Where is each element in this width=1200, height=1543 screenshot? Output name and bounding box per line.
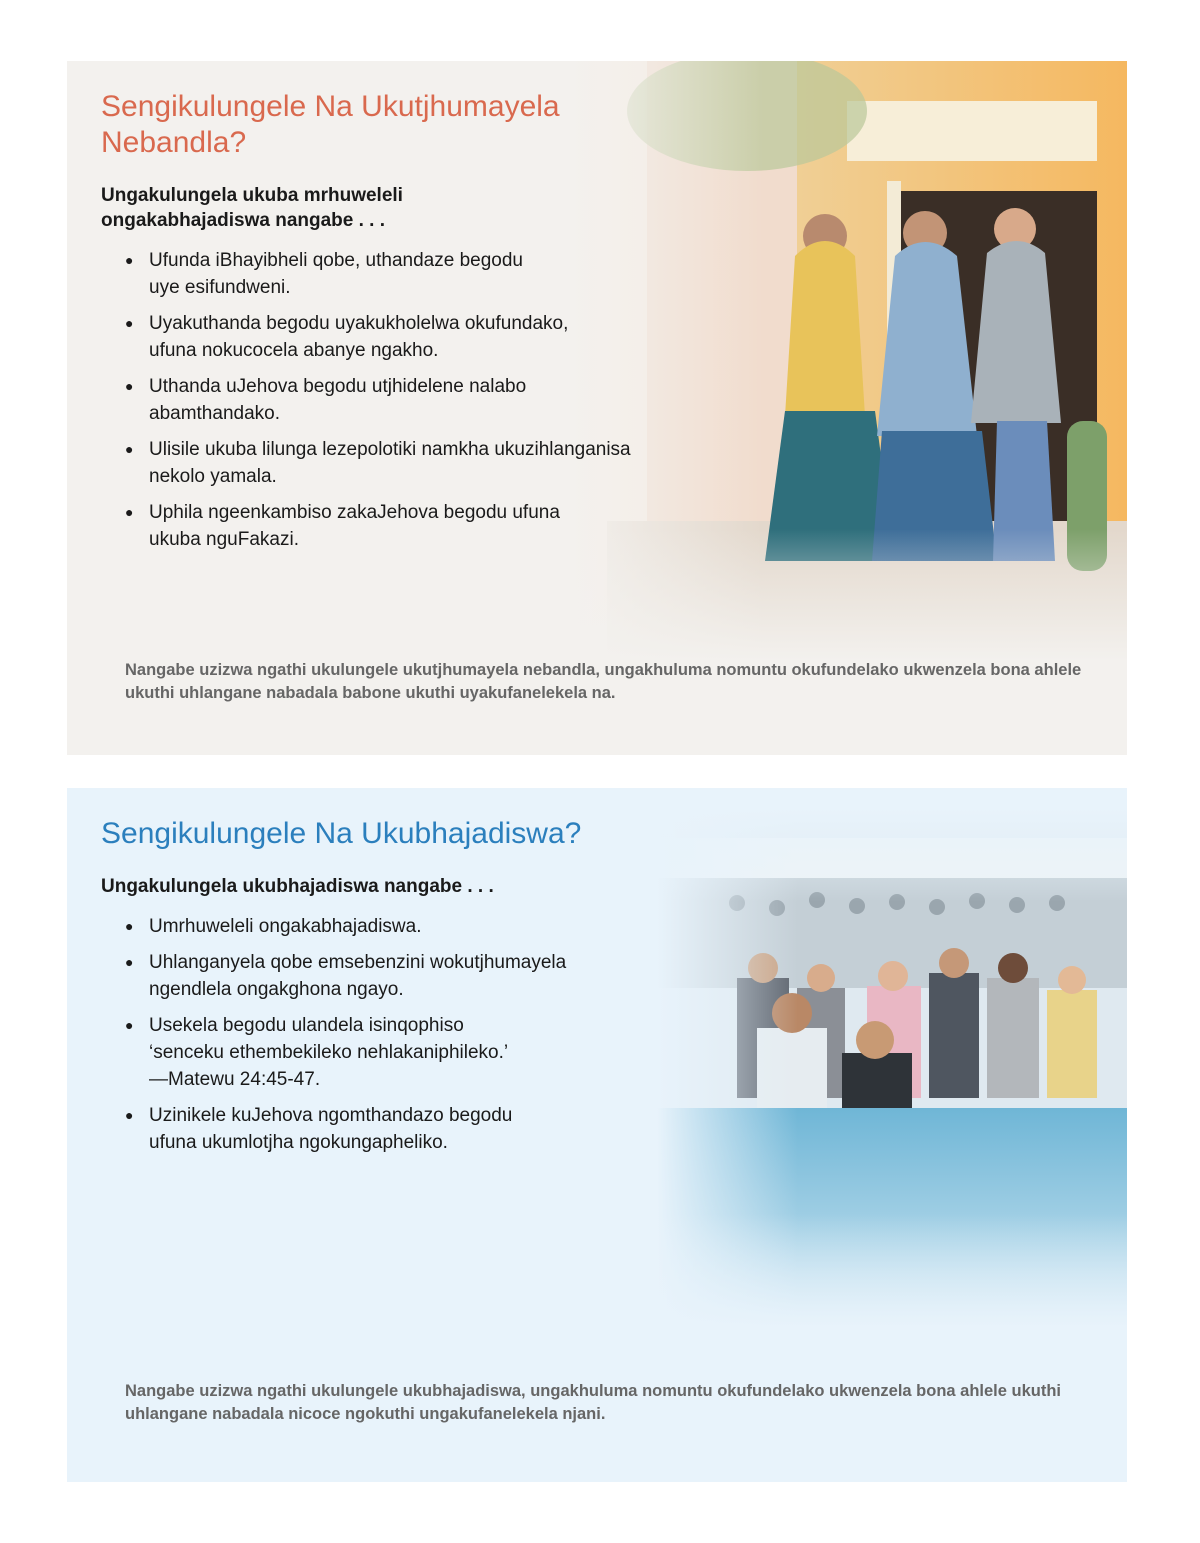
list-item [125,310,761,364]
list-item-text: Ulisile ukuba lilunga lezepolotiki namkha ukuzihlanganisa nekolo yamala. [149,439,631,487]
list-item-text: Uthanda uJehova begodu utjhidelene nalabo abamthandako. [149,376,527,424]
bullet-icon: ● [125,378,134,394]
bullet-icon: ● [125,1107,134,1123]
bullet-icon: ● [125,954,134,970]
baptism-readiness-panel [67,788,1127,1482]
section-lead: Ungakulungela ukuba mrhuweleli ongakabhajadiswa nangabe . . . [101,185,403,231]
section-title: Sengikulungele Na Ukubhajadiswa? [101,817,582,850]
list-item-text: Uyakuthanda begodu uyakukholelwa okufundako, ufuna nokucocela abanye ngakho. [149,313,569,361]
list-item [125,499,761,553]
bullet-icon: ● [125,504,134,520]
list-item-text: Usekela begodu ulandela isinqophiso ‘senceku ethembekileko nehlakaniphileko.’ —Matewu 24:45-47. [149,1015,509,1090]
list-item-text: Umrhuweleli ongakabhajadiswa. [149,916,422,937]
list-item [125,1012,761,1093]
list-item-text: Uhlanganyela qobe emsebenzini wokutjhumayela ngendlela ongakghona ngayo. [149,952,567,1000]
list-item [125,1102,761,1156]
list-item [125,436,761,490]
section-note: Nangabe uzizwa ngathi ukulungele ukubhajadiswa, ungakhuluma nomuntu okufundelako ukwenzela bona ahlele ukuthi uhlangane nabadala nicoce ngokuthi ungakufanelekela njani. [125,1382,1062,1423]
bullet-icon: ● [125,315,134,331]
section-lead: Ungakulungela ukubhajadiswa nangabe . . . [101,876,494,897]
section-note: Nangabe uzizwa ngathi ukulungele ukutjhumayela nebandla, ungakhuluma nomuntu okufundelako ukwenzela bona ahlele ukuthi uhlangane nabadala babone ukuthi uyakufanelekela na. [125,661,1082,702]
requirements-list [101,247,761,553]
preaching-readiness-content [101,89,761,562]
baptism-readiness-content [101,816,761,1165]
list-item [125,247,761,301]
bullet-icon: ● [125,918,134,934]
section-title: Sengikulungele Na Ukutjhumayela Nebandla? [101,90,560,159]
requirements-list [101,913,761,1156]
preaching-readiness-panel [67,61,1127,755]
list-item-text: Ufunda iBhayibheli qobe, uthandaze begodu uye esifundweni. [149,250,523,298]
list-item-text: Uzinikele kuJehova ngomthandazo begodu ufuna ukumlotjha ngokungapheliko. [149,1105,513,1153]
bullet-icon: ● [125,441,134,457]
list-item [125,949,761,1003]
list-item [125,373,761,427]
list-item [125,913,761,940]
list-item-text: Uphila ngeenkambiso zakaJehova begodu ufuna ukuba nguFakazi. [149,502,560,550]
bullet-icon: ● [125,1017,134,1033]
bullet-icon: ● [125,252,134,268]
